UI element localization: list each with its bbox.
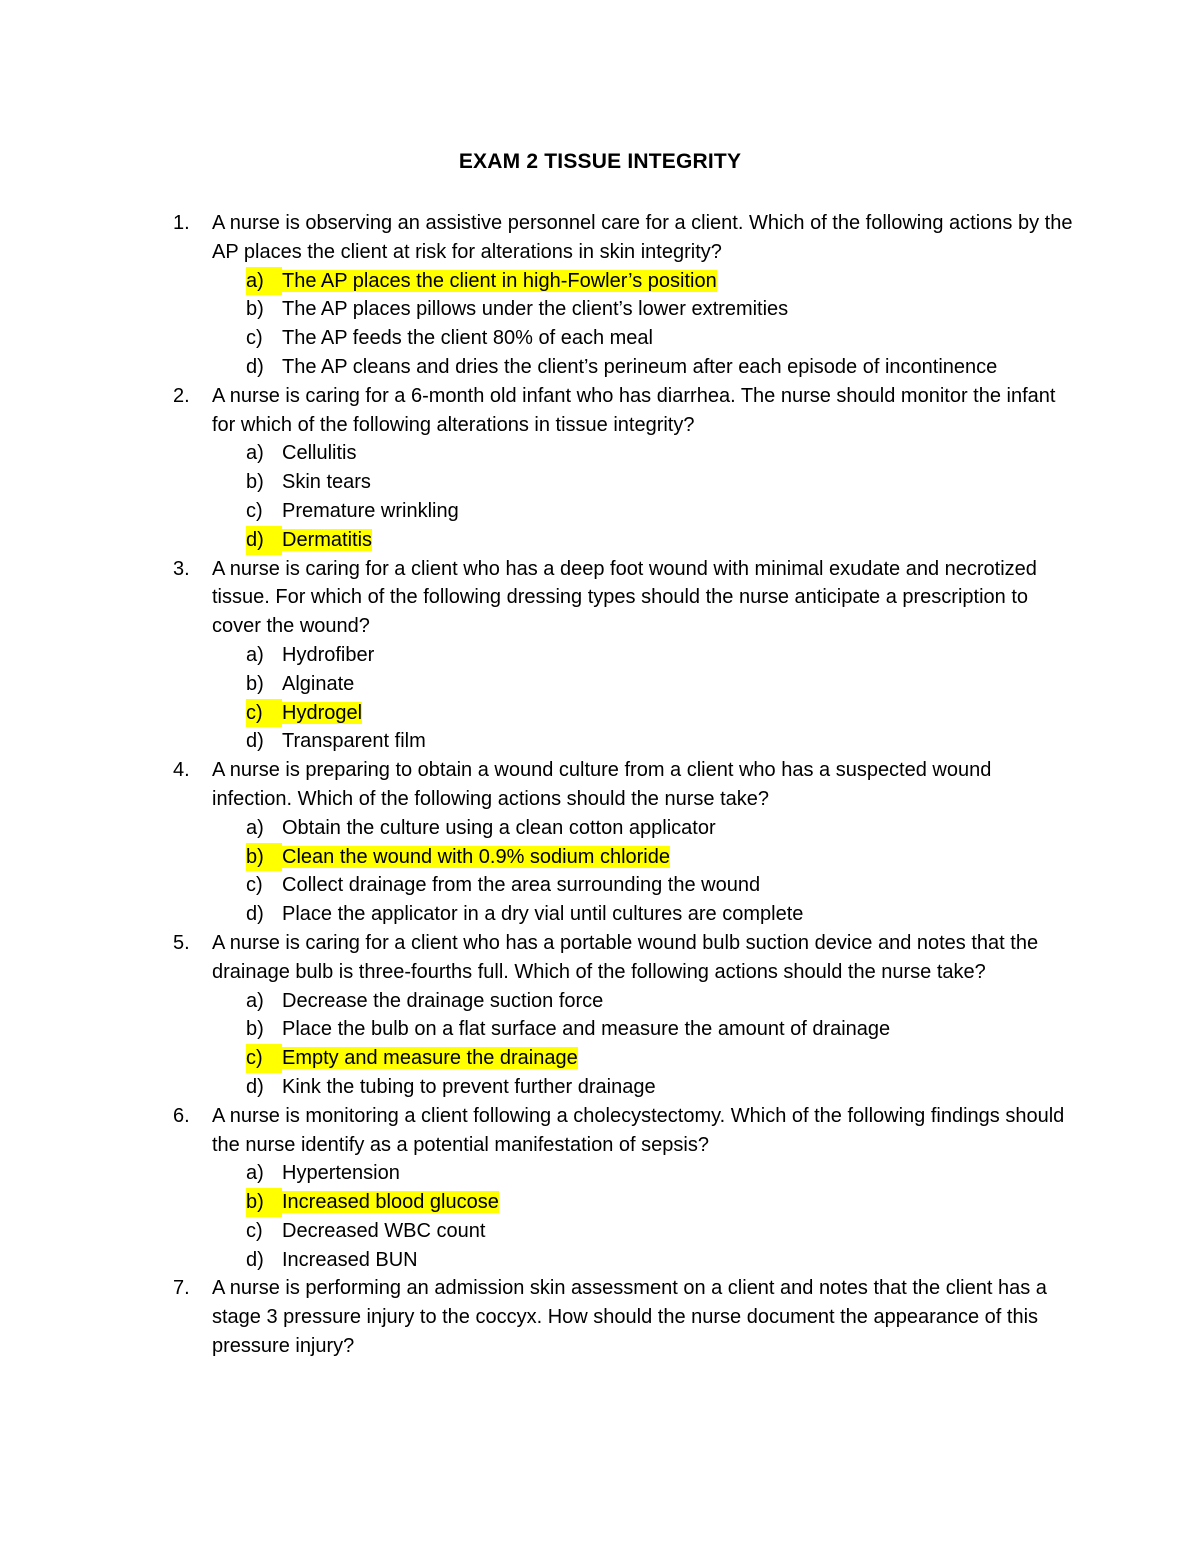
question-text: A nurse is preparing to obtain a wound culture from a client who has a suspected wound infection. Which of the following actions should the nurse take? (212, 759, 992, 810)
question-item (173, 756, 1073, 929)
question-number: 1. (173, 212, 190, 234)
option-text: The AP feeds the client 80% of each meal (282, 327, 653, 350)
answer-options (212, 1159, 1073, 1274)
option-letter: b) (246, 471, 264, 494)
question-item (173, 1274, 1073, 1360)
option-letter: c) (246, 874, 263, 897)
option-text: The AP cleans and dries the client’s perineum after each episode of incontinence (282, 355, 998, 378)
option-letter: b) (246, 843, 282, 872)
option-text: Place the applicator in a dry vial until cultures are complete (282, 903, 804, 926)
question-number: 7. (173, 1277, 190, 1300)
option-text: Empty and measure the drainage (282, 1047, 578, 1070)
option-letter: d) (246, 730, 264, 753)
option-letter: c) (246, 327, 263, 350)
option-letter: b) (246, 1018, 264, 1041)
question-item (173, 1102, 1073, 1275)
answer-options (212, 641, 1073, 756)
answer-option (212, 1073, 1073, 1102)
answer-option-highlighted (212, 1044, 1073, 1073)
answer-option (212, 1159, 1073, 1188)
option-text: Place the bulb on a flat surface and measure the amount of drainage (282, 1018, 891, 1041)
answer-options (212, 814, 1073, 929)
option-text: The AP places the client in high-Fowler’s position (282, 269, 717, 292)
answer-option-highlighted (212, 526, 1073, 555)
answer-option (212, 1217, 1073, 1246)
question-number: 4. (173, 759, 190, 782)
answer-option (212, 670, 1073, 699)
option-letter: c) (246, 1044, 282, 1073)
question-list (173, 209, 1073, 1361)
answer-option (212, 987, 1073, 1016)
question-number: 6. (173, 1104, 190, 1127)
question-text: A nurse is caring for a 6-month old infant who has diarrhea. The nurse should monitor the infant for which of the following alterations in tissue integrity? (212, 384, 1056, 436)
answer-option (212, 439, 1073, 468)
option-letter: d) (246, 355, 264, 378)
option-text: Collect drainage from the area surrounding the wound (282, 874, 761, 897)
option-text: Hydrofiber (282, 643, 375, 666)
page-title: EXAM 2 TISSUE INTEGRITY (458, 150, 742, 173)
option-letter: a) (246, 267, 282, 296)
option-letter: d) (246, 903, 264, 926)
option-text: Increased BUN (282, 1248, 418, 1271)
answer-option (212, 295, 1073, 324)
answer-options (212, 987, 1073, 1102)
answer-option-highlighted (212, 843, 1073, 872)
option-text: Premature wrinkling (282, 499, 459, 522)
question-number: 5. (173, 931, 190, 954)
option-text: Obtain the culture using a clean cotton applicator (282, 816, 716, 839)
option-text: Hypertension (282, 1162, 400, 1185)
answer-option (212, 871, 1073, 900)
option-text: Skin tears (282, 471, 371, 494)
question-text: A nurse is caring for a client who has a portable wound bulb suction device and notes that the drainage bulb is three-fourths full. Which of the following actions should the nurse take? (212, 931, 1039, 983)
option-text: Cellulitis (282, 442, 357, 465)
question-text: A nurse is observing an assistive personnel care for a client. Which of the following actions by the AP places the client at risk for alterations in skin integrity? (212, 212, 1073, 263)
answer-option-highlighted (212, 267, 1073, 296)
option-letter: b) (246, 672, 264, 695)
answer-option (212, 641, 1073, 670)
answer-option (212, 468, 1073, 497)
option-letter: d) (246, 1248, 264, 1271)
answer-option (212, 497, 1073, 526)
answer-options (212, 439, 1073, 554)
option-text: Transparent film (282, 730, 426, 753)
question-number: 3. (173, 557, 190, 580)
option-letter: a) (246, 442, 264, 465)
answer-option (212, 900, 1073, 929)
answer-option (212, 1015, 1073, 1044)
option-letter: b) (246, 298, 264, 321)
option-letter: c) (246, 499, 263, 522)
option-letter: c) (246, 1219, 263, 1242)
option-text: Decreased WBC count (282, 1219, 486, 1242)
option-text: The AP places pillows under the client’s lower extremities (282, 298, 789, 321)
option-text: Alginate (282, 672, 355, 695)
answer-options (212, 267, 1073, 382)
answer-option (212, 814, 1073, 843)
question-item (173, 929, 1073, 1102)
question-item (173, 555, 1073, 757)
option-letter: b) (246, 1188, 282, 1217)
question-item (173, 382, 1073, 555)
option-letter: a) (246, 816, 264, 839)
answer-option (212, 324, 1073, 353)
question-text: A nurse is monitoring a client following a cholecystectomy. Which of the following findings should the nurse identify as a potential manifestation of sepsis? (212, 1104, 1065, 1156)
question-number: 2. (173, 384, 190, 407)
option-letter: a) (246, 1162, 264, 1185)
option-text: Increased blood glucose (282, 1191, 499, 1214)
option-text: Decrease the drainage suction force (282, 989, 604, 1012)
question-text: A nurse is performing an admission skin assessment on a client and notes that the client has a stage 3 pressure injury to the coccyx. How should the nurse document the appearance of this pressure injury? (212, 1277, 1047, 1358)
question-text: A nurse is caring for a client who has a deep foot wound with minimal exudate and necrotized tissue. For which of the following dressing types should the nurse anticipate a prescription to cover the wound? (212, 557, 1037, 638)
option-letter: c) (246, 699, 282, 728)
option-text: Clean the wound with 0.9% sodium chloride (282, 845, 670, 868)
option-letter: a) (246, 989, 264, 1012)
option-letter: a) (246, 643, 264, 666)
answer-option (212, 727, 1073, 756)
option-text: Kink the tubing to prevent further drainage (282, 1075, 656, 1098)
answer-option (212, 353, 1073, 382)
option-letter: d) (246, 1075, 264, 1098)
answer-option-highlighted (212, 1188, 1073, 1217)
answer-option-highlighted (212, 699, 1073, 728)
option-text: Dermatitis (282, 528, 373, 551)
answer-option (212, 1246, 1073, 1275)
option-text: Hydrogel (282, 701, 363, 724)
question-item (173, 209, 1073, 382)
option-letter: d) (246, 526, 282, 555)
